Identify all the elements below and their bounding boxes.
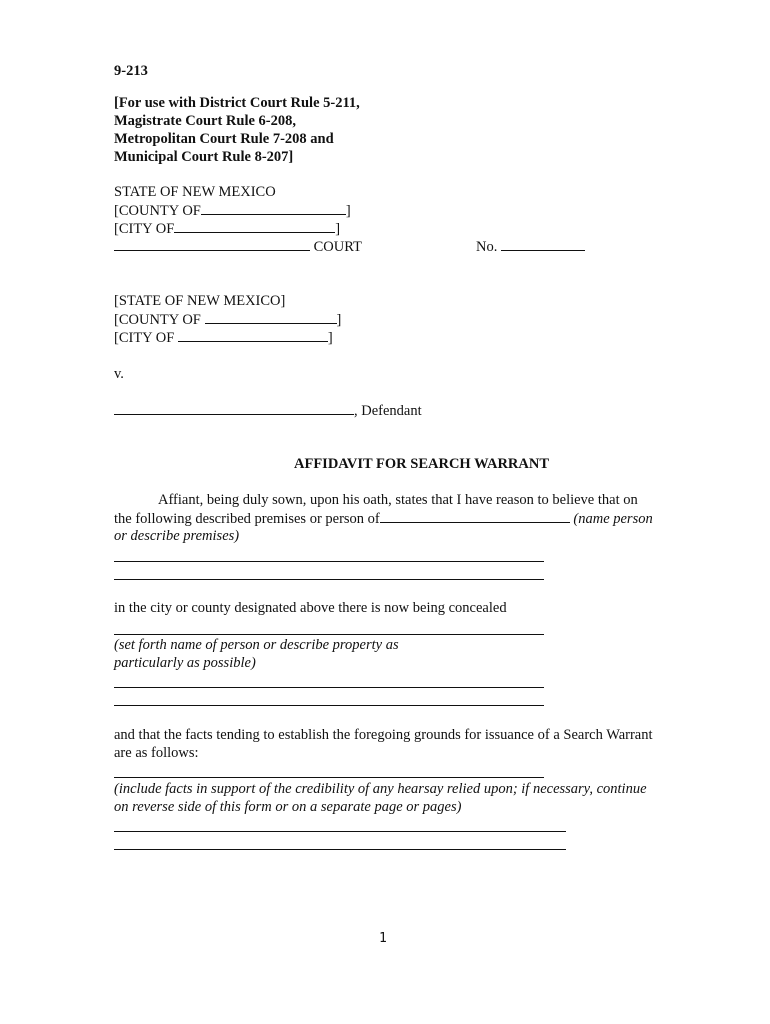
court-city-field[interactable] <box>174 219 335 233</box>
case-number-field[interactable] <box>501 237 585 251</box>
page-number: 1 <box>379 931 387 946</box>
property-line-3[interactable] <box>114 705 544 706</box>
rule-note-line-2: Magistrate Court Rule 6-208, <box>114 113 297 129</box>
court-city-bracket: ] <box>335 221 341 237</box>
document-title: AFFIDAVIT FOR SEARCH WARRANT <box>294 456 549 472</box>
facts-hint-line-1: (include facts in support of the credibility of any hearsay relied upon; if necessary, continue <box>114 781 647 797</box>
facts-line-b[interactable] <box>114 831 566 832</box>
rule-note-line-1: [For use with District Court Rule 5-211, <box>114 95 360 111</box>
form-number: 9-213 <box>114 63 148 79</box>
party-state: [STATE OF NEW MEXICO] <box>114 293 286 309</box>
concealed-text: in the city or county designated above there is now being concealed <box>114 600 507 616</box>
court-county-label: [COUNTY OF <box>114 203 201 219</box>
intro-hint-inline: (name person <box>573 511 653 527</box>
court-county-field[interactable] <box>201 201 346 215</box>
property-line-2[interactable] <box>114 687 544 688</box>
court-county-bracket: ] <box>345 203 351 219</box>
versus-label: v. <box>114 366 124 382</box>
rule-note-line-3: Metropolitan Court Rule 7-208 and <box>114 131 334 147</box>
court-name-row <box>114 237 362 256</box>
party-city-label: [CITY OF <box>114 330 175 346</box>
property-hint-line-2: particularly as possible) <box>114 655 256 671</box>
party-city-field[interactable] <box>178 328 328 342</box>
intro-line-1: Affiant, being duly sown, upon his oath, states that I have reason to believe that on <box>158 492 638 508</box>
intro-line-2 <box>114 509 653 528</box>
defendant-name-field[interactable] <box>114 401 354 415</box>
court-name-field[interactable] <box>114 237 310 251</box>
court-city-row <box>114 219 340 238</box>
facts-line-a[interactable] <box>114 777 544 778</box>
property-hint-line-1: (set forth name of person or describe property as <box>114 637 399 653</box>
court-county-row <box>114 201 351 220</box>
premises-line-1[interactable] <box>114 561 544 562</box>
facts-line-c[interactable] <box>114 849 566 850</box>
court-state: STATE OF NEW MEXICO <box>114 184 276 200</box>
court-city-label: [CITY OF <box>114 221 175 237</box>
intro-line-2-text: the following described premises or person of <box>114 511 380 527</box>
intro-hint-line-2: or describe premises) <box>114 528 240 544</box>
facts-line-2: are as follows: <box>114 745 199 761</box>
defendant-label: , Defendant <box>354 403 422 419</box>
premises-person-field[interactable] <box>380 509 570 523</box>
party-county-label: [COUNTY OF <box>114 312 201 328</box>
party-county-bracket: ] <box>336 312 342 328</box>
court-label: COURT <box>313 239 362 255</box>
defendant-row <box>114 401 422 420</box>
case-number-label: No. <box>476 239 498 255</box>
rule-note-line-4: Municipal Court Rule 8-207] <box>114 149 294 165</box>
party-city-bracket: ] <box>327 330 333 346</box>
premises-line-2[interactable] <box>114 579 544 580</box>
property-line-1[interactable] <box>114 634 544 635</box>
facts-line-1: and that the facts tending to establish the foregoing grounds for issuance of a Search Warrant <box>114 727 653 743</box>
party-city-row <box>114 328 333 347</box>
case-number-row <box>476 237 585 256</box>
party-county-row <box>114 310 341 329</box>
party-county-field[interactable] <box>205 310 337 324</box>
facts-hint-line-2: on reverse side of this form or on a separate page or pages) <box>114 799 462 815</box>
